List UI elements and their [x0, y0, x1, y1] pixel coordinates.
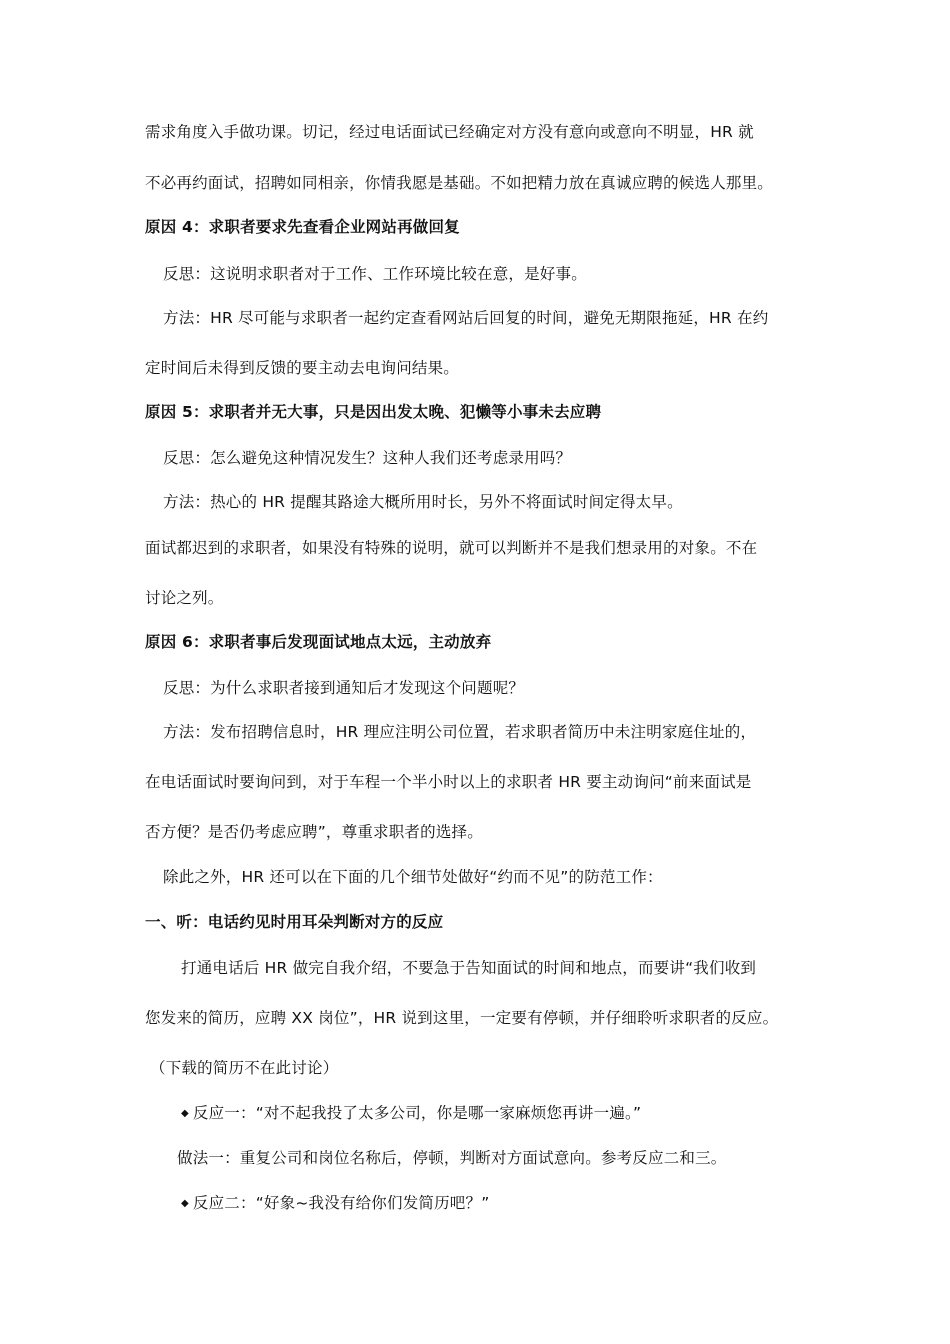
method-line: 方法：发布招聘信息时，HR 理应注明公司位置，若求职者简历中未注明家庭住址的，: [163, 723, 757, 741]
bullet-item: [181, 1192, 861, 1215]
bullet-item: [181, 1102, 861, 1125]
paragraph-line: 面试都迟到的求职者，如果没有特殊的说明，就可以判断并不是我们想录用的对象。不在: [145, 539, 758, 557]
section-heading-reason-4: 原因 4：求职者要求先查看企业网站再做回复: [145, 218, 460, 236]
section-heading-listen: 一、听：电话约见时用耳朵判断对方的反应: [145, 913, 444, 931]
bullet-text: 反应一：“对不起我投了太多公司，你是哪一家麻烦您再讲一遍。”: [192, 1104, 642, 1122]
paragraph-line: 除此之外，HR 还可以在下面的几个细节处做好“约而不见”的防范工作：: [163, 868, 663, 886]
bullet-text: 反应二：“好象~我没有给你们发简历吧？”: [192, 1194, 490, 1212]
paragraph-line: 打通电话后 HR 做完自我介绍，不要急于告知面试的时间和地点，而要讲“我们收到: [181, 959, 757, 977]
diamond-bullet-icon: ◆: [181, 1108, 189, 1119]
method-line: 方法：热心的 HR 提醒其路途大概所用时长，另外不将面试时间定得太早。: [163, 493, 683, 511]
paragraph-line: 您发来的简历，应聘 XX 岗位”，HR 说到这里，一定要有停顿，并仔细聆听求职者的反应。: [145, 1009, 779, 1027]
paragraph-line: 否方便？是否仍考虑应聘”，尊重求职者的选择。: [145, 823, 483, 841]
paragraph-line: 需求角度入手做功课。切记，经过电话面试已经确定对方没有意向或意向不明显，HR 就: [145, 123, 754, 141]
paragraph-line: 讨论之列。: [145, 589, 224, 607]
note-line: （下载的简历不在此讨论）: [150, 1059, 339, 1077]
reflection-line: 反思：为什么求职者接到通知后才发现这个问题呢？: [163, 679, 525, 697]
paragraph-line: 在电话面试时要询问到，对于车程一个半小时以上的求职者 HR 要主动询问“前来面试是: [145, 773, 752, 791]
reflection-line: 反思：这说明求职者对于工作、工作环境比较在意，是好事。: [163, 265, 587, 283]
reflection-line: 反思：怎么避免这种情况发生？这种人我们还考虑录用吗？: [163, 449, 572, 467]
paragraph-line: 不必再约面试，招聘如同相亲，你情我愿是基础。不如把精力放在真诚应聘的候选人那里。: [145, 174, 774, 192]
diamond-bullet-icon: ◆: [181, 1198, 189, 1209]
section-heading-reason-6: 原因 6：求职者事后发现面试地点太远，主动放弃: [145, 633, 492, 651]
paragraph-line: 做法一：重复公司和岗位名称后，停顿，判断对方面试意向。参考反应二和三。: [177, 1149, 727, 1167]
paragraph-line: 定时间后未得到反馈的要主动去电询问结果。: [145, 359, 460, 377]
section-heading-reason-5: 原因 5：求职者并无大事，只是因出发太晚、犯懒等小事未去应聘: [145, 403, 602, 421]
method-line: 方法：HR 尽可能与求职者一起约定查看网站后回复的时间，避免无期限拖延，HR 在约: [163, 309, 769, 327]
